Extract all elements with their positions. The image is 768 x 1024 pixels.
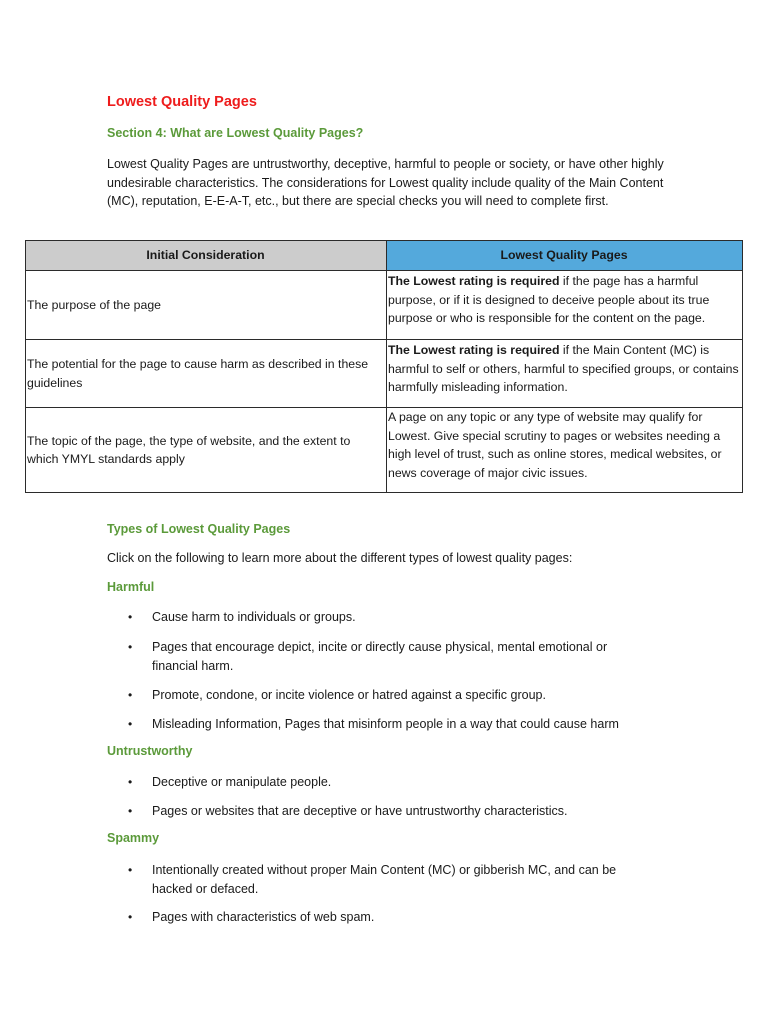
table-header-row: [26, 241, 743, 271]
page-title: Lowest Quality Pages: [107, 94, 257, 110]
requirement-lead: The Lowest rating is required: [388, 343, 560, 357]
bullet-icon: •: [128, 804, 133, 818]
list-item-text: Pages that encourage depict, incite or directly cause physical, mental emotional or financial harm.: [152, 640, 608, 673]
types-intro: Click on the following to learn more about the different types of lowest quality pages:: [107, 551, 573, 565]
bullet-icon: •: [128, 688, 133, 702]
list-item-text: Pages with characteristics of web spam.: [152, 910, 375, 924]
consideration-cell: The potential for the page to cause harm as described in these guidelines: [26, 340, 387, 408]
section-heading: Section 4: What are Lowest Quality Pages?: [107, 126, 364, 140]
spammy-heading: Spammy: [107, 831, 160, 845]
requirement-text: if the Main Content (MC) is harmful to self or others, harmful to specified groups, or contains harmfully misleading information.: [388, 343, 739, 394]
list-item-text: Cause harm to individuals or groups.: [152, 610, 356, 624]
list-item: [128, 861, 628, 898]
lowest-quality-cell: [387, 271, 743, 340]
intro-paragraph: Lowest Quality Pages are untrustworthy, deceptive, harmful to people or society, or have other highly undesirable characteristics. The considerations for Lowest quality include quality of the Main Content (MC), reputation, E-E-A-T, etc., but there are special checks you will need to complete first.: [107, 157, 664, 208]
harmful-heading: Harmful: [107, 580, 155, 594]
list-item-text: Misleading Information, Pages that misinform people in a way that could cause harm: [152, 717, 619, 731]
list-item: [128, 638, 628, 675]
list-item: [128, 802, 628, 821]
table-row: [26, 271, 743, 340]
list-item: [128, 608, 628, 627]
list-item: [128, 715, 628, 734]
list-item: [128, 908, 628, 927]
bullet-icon: •: [128, 910, 133, 924]
untrustworthy-heading: Untrustworthy: [107, 744, 193, 758]
consideration-table: [25, 240, 743, 493]
header-initial-consideration: Initial Consideration: [26, 241, 387, 271]
consideration-cell: The purpose of the page: [26, 271, 387, 340]
requirement-text: if the page has a harmful purpose, or if it is designed to deceive people about its true purpose or who is responsible for the content on the page.: [388, 274, 710, 325]
lowest-quality-cell: [387, 340, 743, 408]
list-item-text: Deceptive or manipulate people.: [152, 775, 332, 789]
bullet-icon: •: [128, 610, 133, 624]
types-heading: Types of Lowest Quality Pages: [107, 522, 291, 536]
list-item-text: Intentionally created without proper Main Content (MC) or gibberish MC, and can be hacked or defaced.: [152, 863, 617, 896]
bullet-icon: •: [128, 775, 133, 789]
consideration-cell: The topic of the page, the type of website, and the extent to which YMYL standards apply: [26, 408, 387, 493]
list-item-text: Pages or websites that are deceptive or have untrustworthy characteristics.: [152, 804, 568, 818]
list-item: [128, 773, 628, 792]
bullet-icon: •: [128, 640, 133, 654]
header-lowest-quality-pages: Lowest Quality Pages: [387, 241, 743, 271]
list-item: [128, 686, 628, 705]
bullet-icon: •: [128, 717, 133, 731]
list-item-text: Promote, condone, or incite violence or hatred against a specific group.: [152, 688, 546, 702]
requirement-text: A page on any topic or any type of website may qualify for Lowest. Give special scrutiny to pages or websites needing a high level of trust, such as online stores, medical websites, or news coverage of major civic issues.: [388, 410, 722, 480]
bullet-icon: •: [128, 863, 133, 877]
lowest-quality-cell: [387, 408, 743, 493]
table-row: [26, 340, 743, 408]
table-row: [26, 408, 743, 493]
requirement-lead: The Lowest rating is required: [388, 274, 560, 288]
